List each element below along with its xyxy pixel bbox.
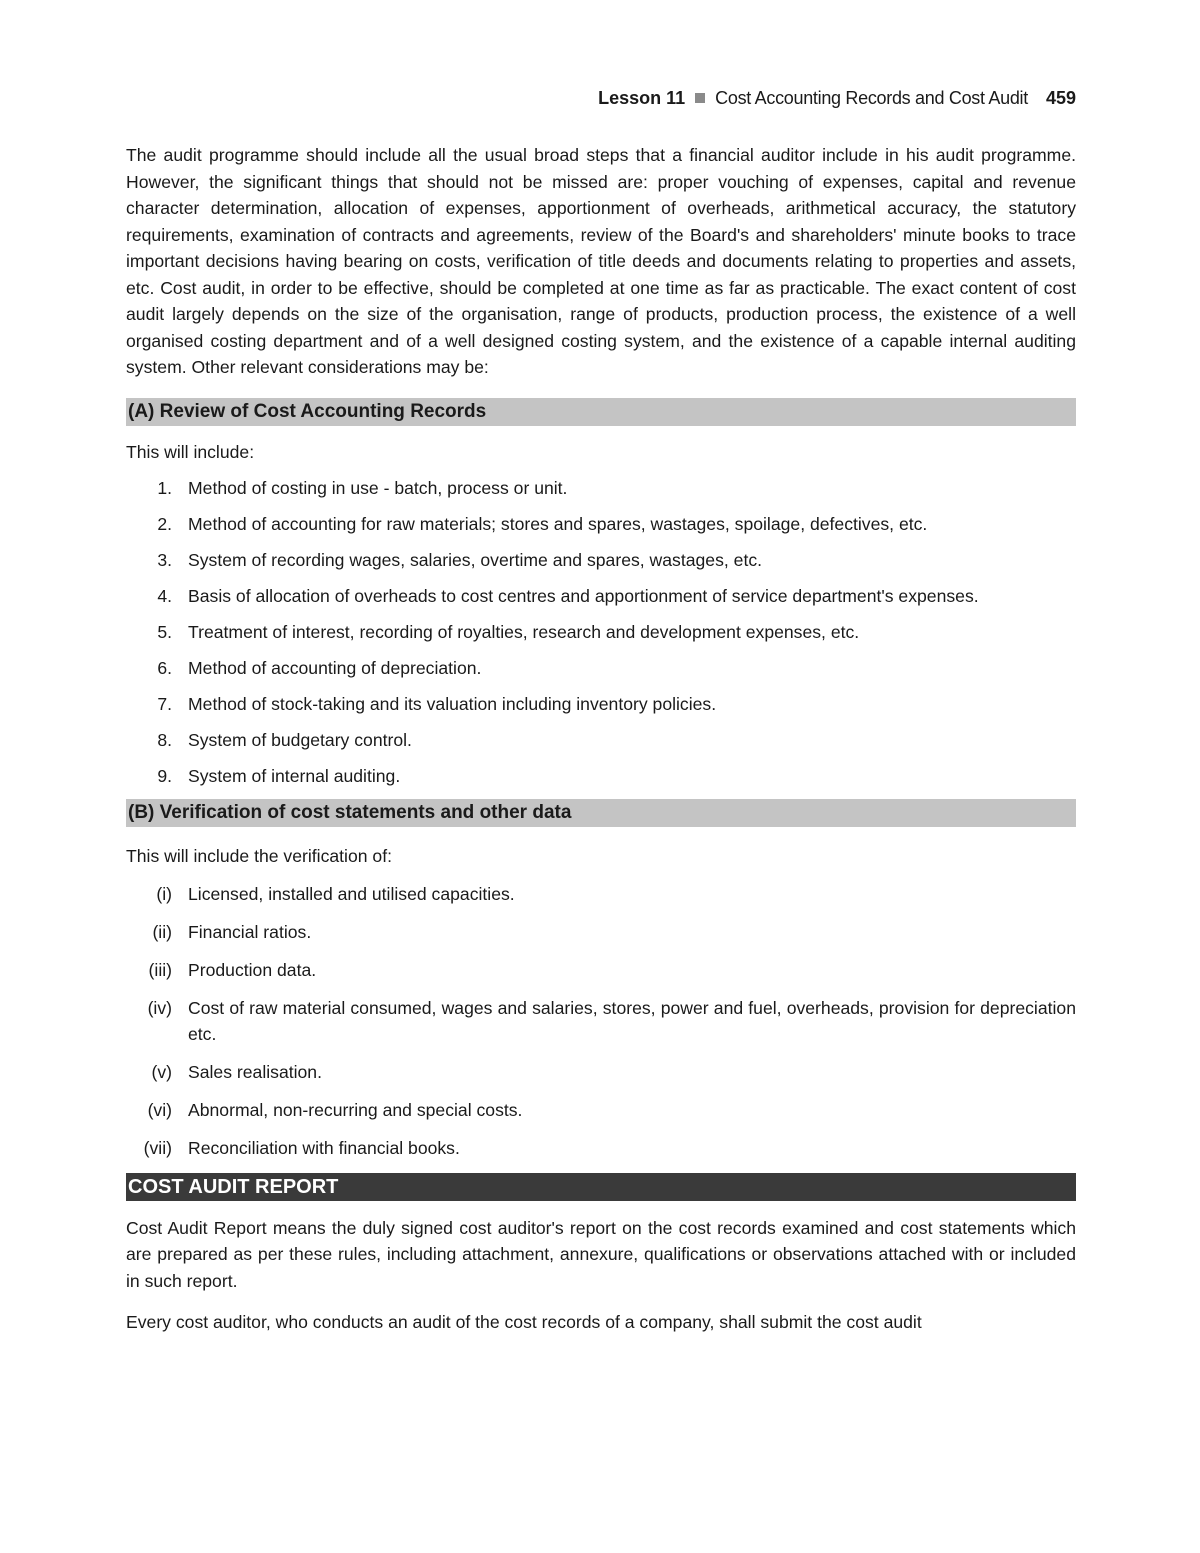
list-item-text: Licensed, installed and utilised capacities. bbox=[188, 883, 515, 904]
list-item-text: System of recording wages, salaries, overtime and spares, wastages, etc. bbox=[188, 549, 763, 570]
list-item bbox=[126, 583, 1076, 609]
list-item-number: 6. bbox=[157, 657, 172, 678]
square-bullet-icon bbox=[695, 93, 705, 103]
list-item-text: Reconciliation with financial books. bbox=[188, 1137, 460, 1158]
cost-audit-report-paragraph-1: Cost Audit Report means the duly signed cost auditor's report on the cost records examined and cost statements which are prepared as per these rules, including attachment, annexure, qualifications or observations attached with or included in such report. bbox=[126, 1217, 1076, 1291]
list-item-number: (i) bbox=[156, 883, 172, 904]
section-c-heading: COST AUDIT REPORT bbox=[126, 1173, 1076, 1201]
list-item-text: System of budgetary control. bbox=[188, 729, 412, 750]
list-item-text: Production data. bbox=[188, 959, 317, 980]
list-item-text: Method of stock-taking and its valuation including inventory policies. bbox=[188, 693, 717, 714]
list-item-text: Cost of raw material consumed, wages and salaries, stores, power and fuel, overheads, provision for depreciation etc. bbox=[188, 997, 1076, 1044]
list-item-text: Abnormal, non-recurring and special costs. bbox=[188, 1099, 523, 1120]
list-item-text: Method of costing in use - batch, process or unit. bbox=[188, 477, 568, 498]
list-item bbox=[126, 919, 1076, 945]
list-item-text: Treatment of interest, recording of royalties, research and development expenses, etc. bbox=[188, 621, 860, 642]
list-item-number: 2. bbox=[157, 513, 172, 534]
list-item bbox=[126, 881, 1076, 907]
list-item-number: 1. bbox=[157, 477, 172, 498]
page-content bbox=[126, 142, 1076, 1336]
list-item bbox=[126, 655, 1076, 681]
list-item bbox=[126, 1059, 1076, 1085]
cost-audit-report-paragraph-2: Every cost auditor, who conducts an audit of the cost records of a company, shall submit the cost audit bbox=[126, 1312, 922, 1332]
section-a-list bbox=[126, 475, 1076, 789]
section-b-intro: This will include the verification of: bbox=[126, 845, 392, 866]
running-header bbox=[598, 85, 1076, 111]
list-item bbox=[126, 475, 1076, 501]
list-item-number: (iii) bbox=[148, 959, 172, 980]
list-item bbox=[126, 547, 1076, 573]
list-item-text: Basis of allocation of overheads to cost centres and apportionment of service department's expenses. bbox=[188, 585, 979, 606]
list-item bbox=[126, 1097, 1076, 1123]
list-item bbox=[126, 511, 1076, 537]
list-item-number: 3. bbox=[157, 549, 172, 570]
page-number: 459 bbox=[1045, 87, 1076, 108]
list-item-text: Sales realisation. bbox=[188, 1061, 322, 1082]
list-item-number: 9. bbox=[157, 765, 172, 786]
lesson-label: Lesson 11 bbox=[598, 87, 686, 108]
list-item bbox=[126, 727, 1076, 753]
list-item bbox=[126, 957, 1076, 983]
list-item-text: Financial ratios. bbox=[188, 921, 312, 942]
list-item-number: 4. bbox=[157, 585, 172, 606]
list-item-number: 7. bbox=[157, 693, 172, 714]
list-item-number: 5. bbox=[157, 621, 172, 642]
chapter-title: Cost Accounting Records and Cost Audit bbox=[715, 87, 1028, 108]
list-item-number: (vii) bbox=[143, 1137, 172, 1158]
list-item-text: Method of accounting for raw materials; stores and spares, wastages, spoilage, defectives, etc. bbox=[188, 513, 928, 534]
list-item bbox=[126, 763, 1076, 789]
section-a-heading: (A) Review of Cost Accounting Records bbox=[126, 398, 1076, 426]
list-item bbox=[126, 995, 1076, 1047]
list-item-number: (vi) bbox=[147, 1099, 172, 1120]
list-item-text: Method of accounting of depreciation. bbox=[188, 657, 482, 678]
list-item-number: (ii) bbox=[152, 921, 172, 942]
section-b-list bbox=[126, 881, 1076, 1161]
list-item bbox=[126, 1135, 1076, 1161]
list-item-number: 8. bbox=[157, 729, 172, 750]
section-b-heading: (B) Verification of cost statements and other data bbox=[126, 799, 1076, 827]
list-item-text: System of internal auditing. bbox=[188, 765, 401, 786]
list-item-number: (iv) bbox=[147, 997, 172, 1018]
section-a-intro: This will include: bbox=[126, 441, 255, 462]
intro-paragraph: The audit programme should include all the usual broad steps that a financial auditor include in his audit programme. However, the significant things that should not be missed are: proper vouching of expenses, capital and revenue character determination, allocation of expenses, apportionment of overheads, arithmetical accuracy, the statutory requirements, examination of contracts and agreements, review of the Board's and shareholders' minute books to trace important decisions having bearing on costs, verification of title deeds and documents relating to properties and assets, etc. Cost audit, in order to be effective, should be completed at one time as far as practicable. The exact content of cost audit largely depends on the size of the organisation, range of products, production process, the existence of a well organised costing department and of a well designed costing system, and the existence of a capable internal auditing system. Other relevant considerations may be: bbox=[126, 145, 1076, 377]
list-item bbox=[126, 691, 1076, 717]
list-item-number: (v) bbox=[151, 1061, 172, 1082]
list-item bbox=[126, 619, 1076, 645]
